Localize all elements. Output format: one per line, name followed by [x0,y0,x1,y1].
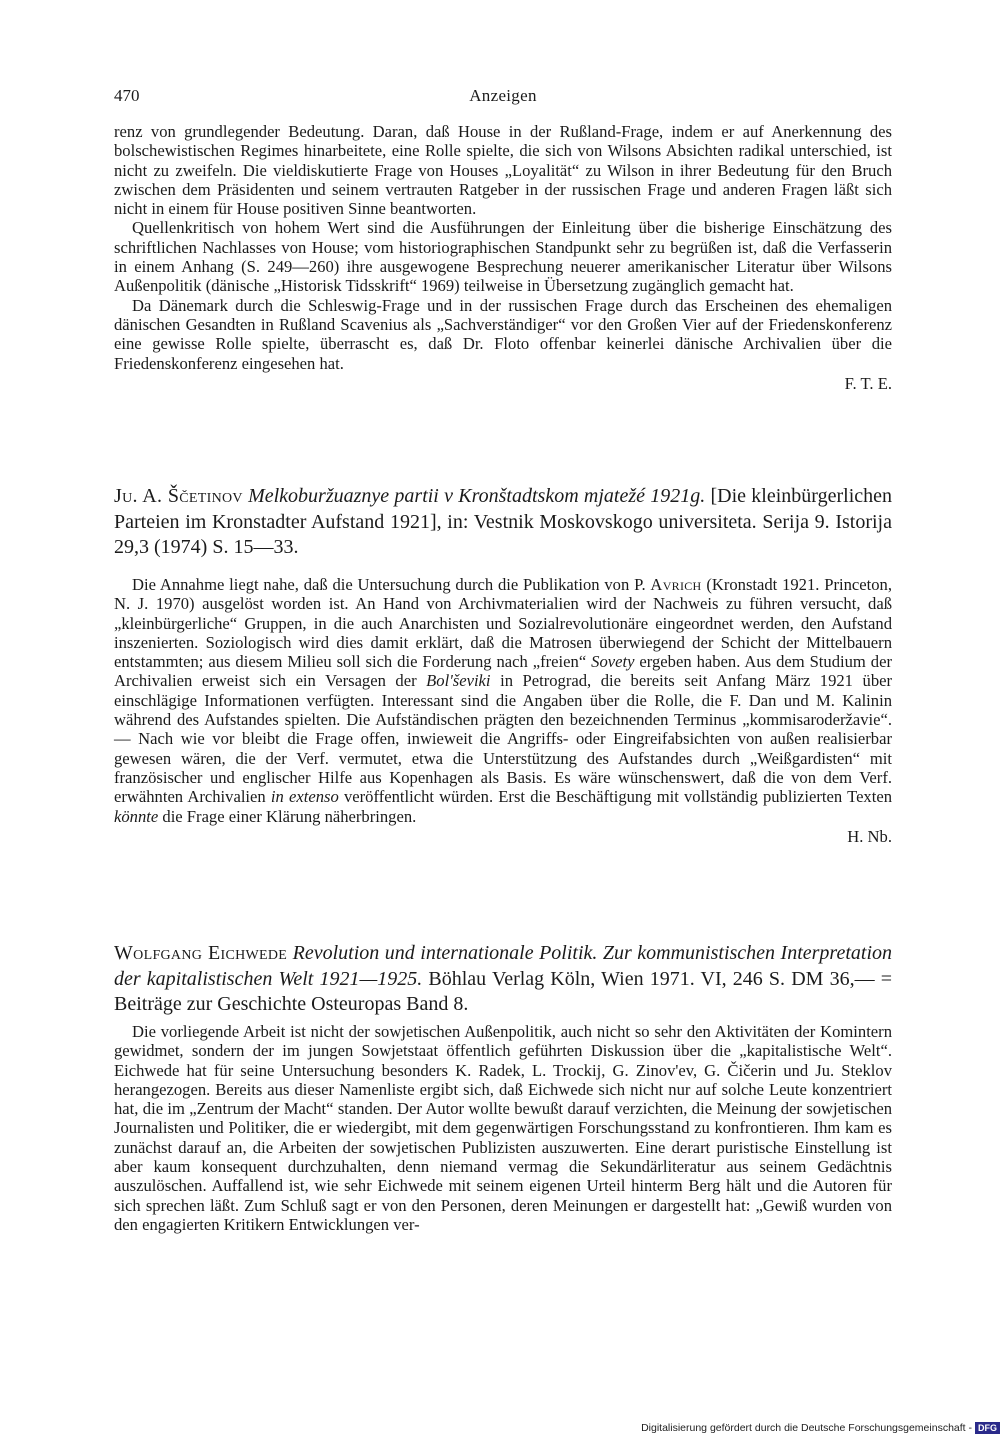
review-2-body [114,575,892,847]
footer-text: Digitalisierung gefördert durch die Deutsche Forschungsgemeinschaft - [641,1421,972,1434]
review-1-paragraph-3: Da Dänemark durch die Schleswig-Frage und in der russischen Frage durch das Erscheinen des ehemaligen dänischen Gesandten in Rußland Scavenius als „Sachverständiger“ vor den Großen Vier auf der Friedenskonferenz eine gewisse Rolle spielte, überrascht es, daß Dr. Floto offenbar keinerlei dänische Archivalien über die Friedenskonferenz eingesehen hat. [114,295,892,373]
review-1 [114,122,892,394]
review-3-citation-heading [114,941,892,1018]
term-sovety: Sovety [591,652,635,672]
page-number: 470 [114,86,140,105]
review-2-citation-heading [114,484,892,561]
review-3-author: Wolfgang Eichwede [114,942,288,964]
digitization-footer [608,1418,1000,1437]
dfg-logo: DFG [975,1422,1000,1434]
review-2-signature: H. Nb. [847,826,892,846]
review-1-signature: F. T. E. [844,373,892,393]
review-1-paragraph-2: Quellenkritisch von hohem Wert sind die Ausführungen der Einleitung über die bisherige Einschätzung des schriftlichen Nachlasses von House; vom historiographischen Standpunkt sehr zu begrüßen ist, daß die Verfasserin in einem Anhang (S. 249—260) ihre ausgewogene Besprechung neuerer amerikanischer Literatur über Wilsons Außenpolitik (dänische „Historisk Tidsskrift“ 1969) teilweise in Übersetzung zugänglich gemacht hat. [114,218,892,296]
page-header [114,86,892,114]
review-2-citation: [Die kleinbürgerlichen Parteien im Kronstadter Aufstand 1921], in: Vestnik Moskovskogo universiteta. Serija 9. Istorija 29,3 (1974) S. 15—33. [114,485,893,558]
review-3-paragraph: Die vorliegende Arbeit ist nicht der sowjetischen Außenpolitik, auch nicht so sehr den Aktivitäten der Komintern gewidmet, sondern der im jungen Sowjetstaat öffentlich geführten Diskussion über die „kapitalistische Welt“. Eichwede hat für seine Untersuchung besonders K. Radek, L. Trockij, G. Zinov'ev, G. Čičerin und Ju. Steklov herangezogen. Bereits aus dieser Namenliste ergibt sich, daß Eichwede sich nicht nur auf solche Leute konzentriert hat, die im „Zentrum der Macht“ standen. Der Autor wollte bewußt darauf verzichten, die Meinung der sowjetischen Journalisten und Politiker, die er wiedergibt, mit dem gegenwärtigen Forschungsstand zu konfrontieren. Ihm kam es zunächst darauf an, die Arbeiten der sowjetischen Publizisten auszuwerten. Eine derart puristische Einstellung ist aber kaum konsequent durchzuhalten, denn niemand vermag die Sekundärliteratur aus seinem Gedächtnis auszulöschen. Auffallend ist, wie sehr Eichwede mit seinem eigenen Urteil hinterm Berg hält und die Autoren für sich sprechen läßt. Zum Schluß sagt er von den Personen, deren Meinungen er dargestellt hat: „Gewiß wurden von den engagierten Kritikern Entwicklungen ver- [114,1022,892,1234]
review-3-body [114,1022,892,1234]
term-konnte: könnte [114,806,159,826]
cited-author-avrich: Avrich [650,575,702,594]
review-2-paragraph: Die Annahme liegt nahe, daß die Untersuchung durch die Publikation von P. Avrich (Kronstadt 1921. Princeton, N. J. 1970) ausgelöst worden ist. An Hand von Archivmaterialien wird der Nachweis zu führen versucht, daß „kleinbürgerliche“ Gruppen, in die auch Anarchisten und Sozialrevolutionäre eingeordnet werden, den Aufstand inszenierten. Soziologisch wird dies damit erklärt, daß die Matrosen überwiegend der Schicht der Mittelbauern entstammten; aus diesem Milieu soll sich die Forderung nach „freien“ Sovety ergeben haben. Aus dem Studium der Archivalien erweist sich ein Versagen der Bol'ševiki in Petrograd, die bereits seit Anfang März 1921 über einschlägige Informationen verfügten. Interessant sind die Angaben über die Rolle, die F. Dan und M. Kalinin während des Aufstandes spielten. Die Aufständischen prägten den bezeichnenden Terminus „kommisaroderžavie“. — Nach wie vor bleibt die Frage offen, inwieweit die Angriffs- oder Eingreifabsichten von außen realisierbar gewesen wären, die der Verf. vermutet, etwa die Unterstützung des Aufstandes durch „Weißgardisten“ mit französischer und englischer Hilfe aus Kopenhagen als Basis. Es wäre wünschenswert, daß die von dem Verf. erwähnten Archivalien in extenso veröffentlicht würden. Erst die Beschäftigung mit vollständig publizierten Texten könnte die Frage einer Klärung näherbringen. [114,575,893,826]
running-head: Anzeigen [469,86,537,105]
review-2-title: Melkoburžuaznye partii v Kronštadtskom mjatežé 1921g. [248,485,706,507]
term-bolseviki: Bol'ševiki [426,671,491,691]
review-3-title: Revolution und internationale Politik. Zur kommunistischen Interpretation der kapitalistischen Welt 1921—1925. [114,942,893,990]
review-2-author: Ju. A. Ščetinov [114,485,243,507]
review-3-citation: Böhlau Verlag Köln, Wien 1971. VI, 246 S. DM 36,— = Beiträge zur Geschichte Osteuropas Band 8. [114,967,893,1015]
review-1-paragraph-1: renz von grundlegender Bedeutung. Daran, daß House in der Rußland-Frage, indem er auf Anerkennung des bolschewistischen Regimes hinarbeitete, eine Rolle spielte, die sich von Wilsons Absichten radikal unterschied, ist nicht zu zweifeln. Die vieldiskutierte Frage von Houses „Loyalität“ zu Wilson in ihrer Bedeutung für den Bruch zwischen dem Präsidenten und seinem vertrauten Ratgeber in der russischen Frage und anderen Fragen läßt sich nicht in einem für House positiven Sinne beantworten. [114,122,892,219]
term-in-extenso: in extenso [270,787,339,807]
